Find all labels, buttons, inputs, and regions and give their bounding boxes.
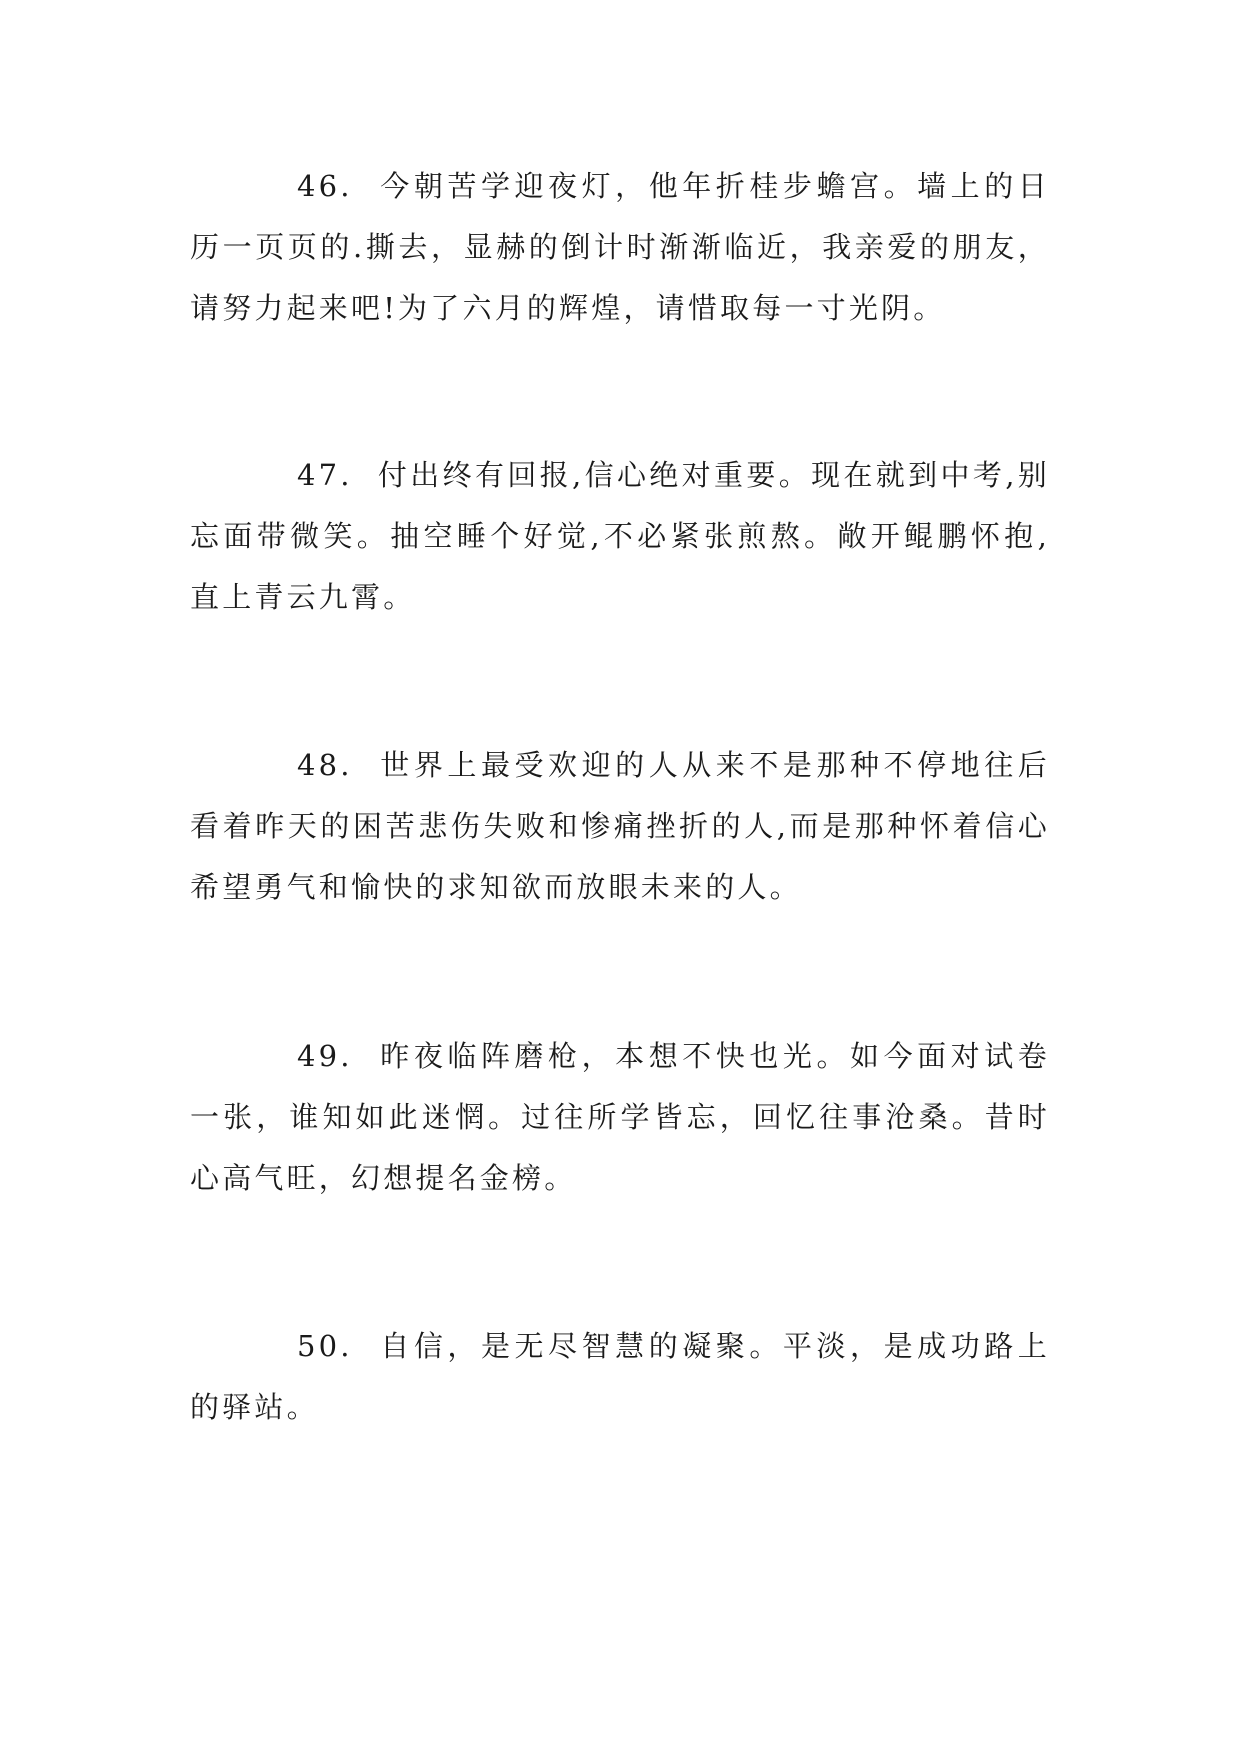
- paragraph-49: [190, 1026, 1050, 1209]
- paragraph-46: [190, 156, 1050, 339]
- paragraph-text: 世界上最受欢迎的人从来不是那种不停地往后看着昨天的困苦悲伤失败和惨痛挫折的人,而是那种怀着信心希望勇气和愉快的求知欲而放眼未来的人。: [190, 748, 1050, 904]
- paragraph-number: 46.: [297, 169, 353, 203]
- paragraph-50: [190, 1316, 1050, 1438]
- paragraph-number: 50.: [297, 1329, 353, 1363]
- paragraph-number: 49.: [297, 1039, 353, 1073]
- paragraph-text: 昨夜临阵磨枪，本想不快也光。如今面对试卷一张，谁知如此迷惘。过往所学皆忘，回忆往事沧桑。昔时心高气旺，幻想提名金榜。: [190, 1039, 1050, 1195]
- paragraph-number: 47.: [297, 458, 353, 492]
- paragraph-47: [190, 445, 1050, 628]
- paragraph-text: 今朝苦学迎夜灯，他年折桂步蟾宫。墙上的日历一页页的.撕去，显赫的倒计时渐渐临近，我亲爱的朋友，请努力起来吧!为了六月的辉煌，请惜取每一寸光阴。: [190, 169, 1050, 325]
- paragraph-number: 48.: [297, 748, 353, 782]
- paragraph-48: [190, 735, 1050, 918]
- paragraph-text: 自信，是无尽智慧的凝聚。平淡，是成功路上的驿站。: [190, 1329, 1050, 1424]
- paragraph-text: 付出终有回报,信心绝对重要。现在就到中考,别忘面带微笑。抽空睡个好觉,不必紧张煎熬。敞开鲲鹏怀抱,直上青云九霄。: [190, 458, 1050, 614]
